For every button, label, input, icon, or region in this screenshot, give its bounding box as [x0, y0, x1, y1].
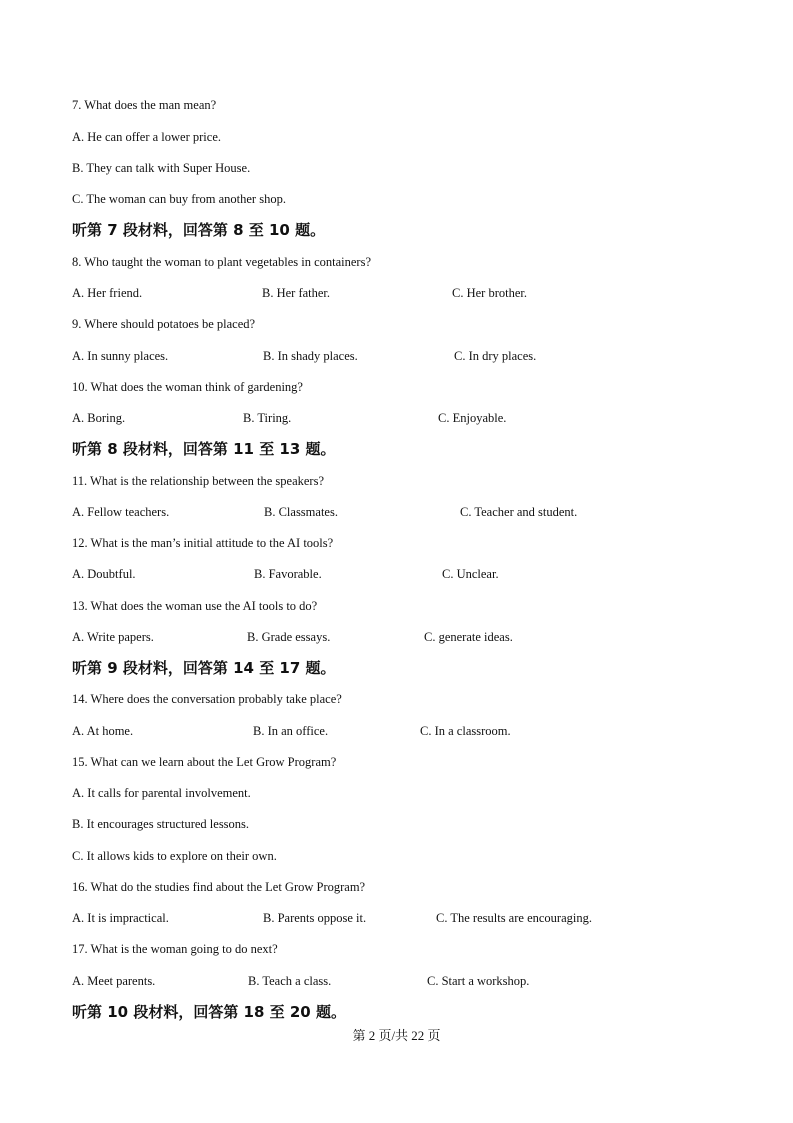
question-12: 12. What is the man’s initial attitude to the AI tools?: [72, 536, 334, 550]
q9-options: [72, 348, 632, 364]
q11-option-b: B. Classmates.: [264, 505, 338, 519]
q16-option-c: C. The results are encouraging.: [436, 911, 592, 925]
q17-option-a: A. Meet parents.: [72, 974, 156, 988]
q16-options: [72, 910, 672, 926]
q14-option-a: A. At home.: [72, 724, 134, 738]
question-7: 7. What does the man mean?: [72, 98, 217, 112]
q13-option-b: B. Grade essays.: [247, 630, 331, 644]
q13-option-a: A. Write papers.: [72, 630, 154, 644]
question-14: 14. Where does the conversation probably take place?: [72, 692, 342, 706]
q9-option-b: B. In shady places.: [263, 349, 358, 363]
q12-option-c: C. Unclear.: [442, 567, 499, 581]
q12-option-a: A. Doubtful.: [72, 567, 136, 581]
q11-options: [72, 504, 672, 520]
q14-option-b: B. In an office.: [253, 724, 329, 738]
q11-option-c: C. Teacher and student.: [460, 505, 578, 519]
q10-option-a: A. Boring.: [72, 411, 126, 425]
q17-option-b: B. Teach a class.: [248, 974, 332, 988]
section-heading-10: 听第 10 段材料，回答第 18 至 20 题。: [72, 1003, 346, 1021]
question-16: 16. What do the studies find about the Let Grow Program?: [72, 880, 366, 894]
q17-option-c: C. Start a workshop.: [427, 974, 530, 988]
q7-option-a: A. He can offer a lower price.: [72, 130, 221, 144]
q8-options: [72, 285, 632, 301]
q15-option-b: B. It encourages structured lessons.: [72, 817, 250, 831]
q8-option-b: B. Her father.: [262, 286, 331, 300]
q15-option-c: C. It allows kids to explore on their own.: [72, 849, 277, 863]
q16-option-a: A. It is impractical.: [72, 911, 169, 925]
q16-option-b: B. Parents oppose it.: [263, 911, 367, 925]
q10-options: [72, 410, 632, 426]
question-15: 15. What can we learn about the Let Grow Program?: [72, 755, 337, 769]
q13-options: [72, 629, 632, 645]
q11-option-a: A. Fellow teachers.: [72, 505, 170, 519]
q12-option-b: B. Favorable.: [254, 567, 322, 581]
q8-option-c: C. Her brother.: [452, 286, 527, 300]
question-8: 8. Who taught the woman to plant vegetables in containers?: [72, 255, 371, 269]
q14-options: [72, 723, 632, 739]
q7-option-b: B. They can talk with Super House.: [72, 161, 251, 175]
q9-option-a: A. In sunny places.: [72, 349, 169, 363]
q15-option-a: A. It calls for parental involvement.: [72, 786, 251, 800]
question-9: 9. Where should potatoes be placed?: [72, 317, 256, 331]
section-heading-8: 听第 8 段材料，回答第 11 至 13 题。: [72, 440, 336, 458]
q13-option-c: C. generate ideas.: [424, 630, 513, 644]
question-10: 10. What does the woman think of gardening?: [72, 380, 303, 394]
q10-option-b: B. Tiring.: [243, 411, 292, 425]
page-footer: 第 2 页/共 22 页: [352, 1028, 441, 1043]
question-11: 11. What is the relationship between the speakers?: [72, 474, 325, 488]
q12-options: [72, 566, 632, 582]
q10-option-c: C. Enjoyable.: [438, 411, 507, 425]
question-17: 17. What is the woman going to do next?: [72, 942, 278, 956]
q7-option-c: C. The woman can buy from another shop.: [72, 192, 286, 206]
q17-options: [72, 973, 632, 989]
q14-option-c: C. In a classroom.: [420, 724, 511, 738]
q9-option-c: C. In dry places.: [454, 349, 537, 363]
question-13: 13. What does the woman use the AI tools to do?: [72, 599, 318, 613]
section-heading-7: 听第 7 段材料，回答第 8 至 10 题。: [72, 221, 326, 239]
section-heading-9: 听第 9 段材料，回答第 14 至 17 题。: [72, 659, 336, 677]
q8-option-a: A. Her friend.: [72, 286, 143, 300]
